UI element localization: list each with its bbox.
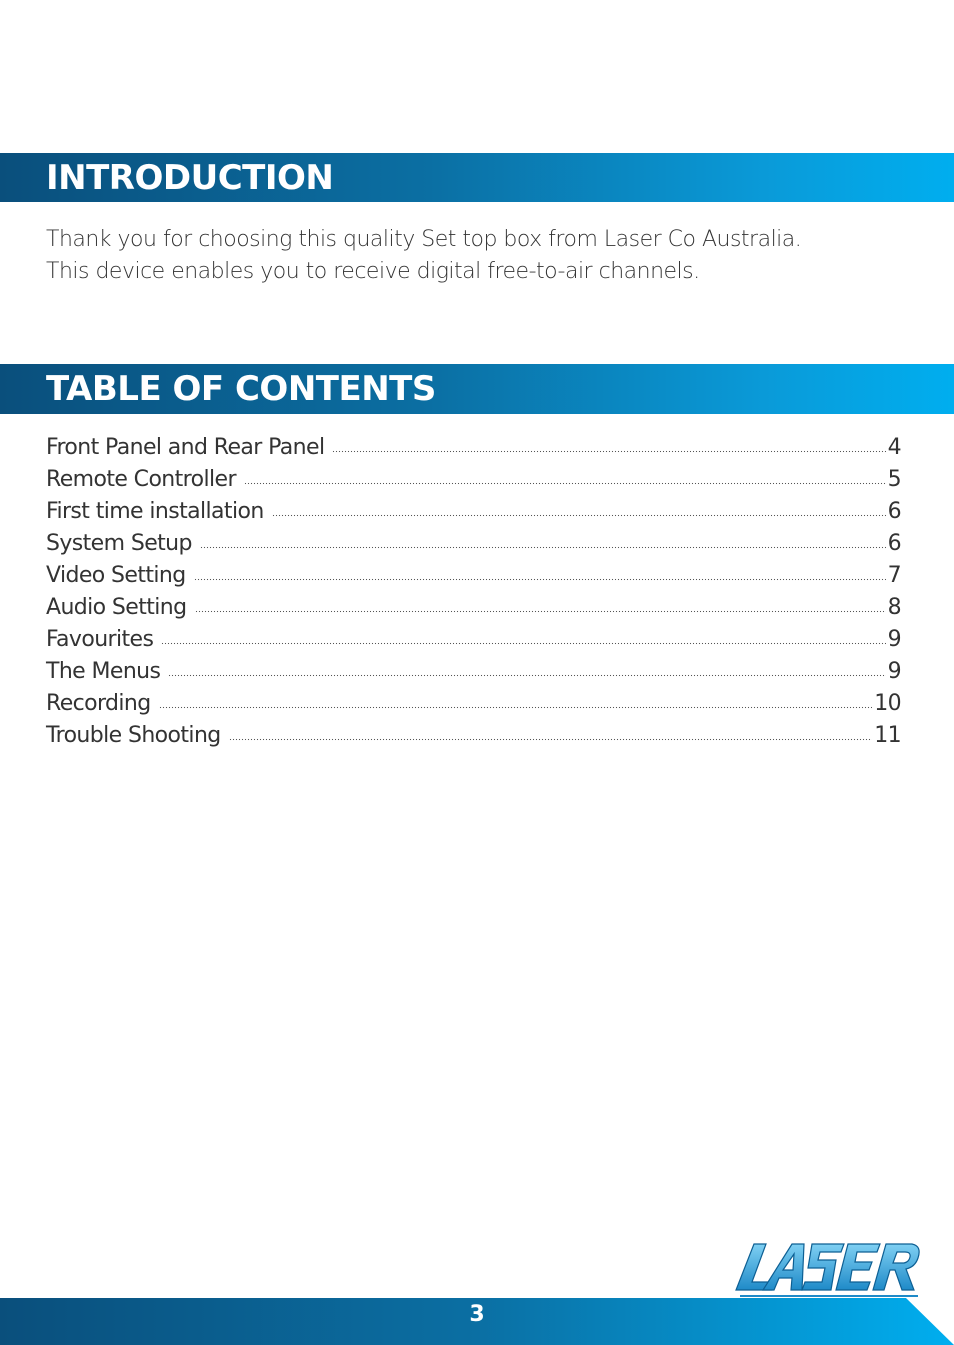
toc-dot-leader (195, 610, 886, 613)
toc-entry-page: 10 (874, 691, 901, 716)
toc-entry-page: 5 (887, 467, 901, 492)
toc-dot-leader (332, 450, 885, 453)
toc-entry-page: 11 (874, 723, 901, 748)
toc-dot-leader (244, 482, 886, 485)
toc-entry-title: Front Panel and Rear Panel (46, 435, 325, 460)
laser-logo-icon (732, 1236, 922, 1306)
toc-entry[interactable] (46, 723, 901, 755)
toc-entry-page: 9 (887, 627, 901, 652)
toc-dot-leader (229, 738, 873, 741)
toc-entry-page: 9 (887, 659, 901, 684)
toc-entry-page: 7 (887, 563, 901, 588)
toc-entry-page: 6 (887, 499, 901, 524)
toc-entry-title: Remote Controller (46, 467, 236, 492)
toc-entry[interactable] (46, 691, 901, 723)
toc-entry-page: 6 (887, 531, 901, 556)
toc-entry[interactable] (46, 531, 901, 563)
toc-entry-title: System Setup (46, 531, 192, 556)
toc-entry-title: Trouble Shooting (46, 723, 221, 748)
toc-entry[interactable] (46, 563, 901, 595)
toc-entry[interactable] (46, 467, 901, 499)
introduction-header-band (0, 153, 954, 202)
table-of-contents (46, 435, 901, 755)
toc-dot-leader (200, 546, 886, 549)
toc-entry[interactable] (46, 595, 901, 627)
toc-entry-title: Favourites (46, 627, 154, 652)
toc-header-band (0, 364, 954, 414)
toc-heading: TABLE OF CONTENTS (46, 369, 436, 409)
toc-dot-leader (168, 674, 885, 677)
toc-entry[interactable] (46, 435, 901, 467)
toc-dot-leader (272, 514, 886, 517)
toc-entry-title: Recording (46, 691, 151, 716)
toc-dot-leader (159, 706, 873, 709)
toc-entry[interactable] (46, 659, 901, 691)
toc-entry-page: 4 (887, 435, 901, 460)
toc-dot-leader (161, 642, 885, 645)
introduction-line-1: Thank you for choosing this quality Set top box from Laser Co Australia. (46, 227, 802, 252)
toc-entry-page: 8 (887, 595, 901, 620)
toc-entry-title: The Menus (46, 659, 161, 684)
toc-entry-title: Audio Setting (46, 595, 187, 620)
toc-entry[interactable] (46, 627, 901, 659)
introduction-text (46, 224, 906, 288)
laser-logo (732, 1236, 922, 1306)
introduction-line-2: This device enables you to receive digital free-to-air channels. (46, 259, 700, 284)
toc-entry-title: Video Setting (46, 563, 186, 588)
toc-dot-leader (194, 578, 886, 581)
toc-entry-title: First time installation (46, 499, 264, 524)
page-number: 3 (469, 1302, 485, 1327)
introduction-heading: INTRODUCTION (46, 158, 334, 198)
toc-entry[interactable] (46, 499, 901, 531)
